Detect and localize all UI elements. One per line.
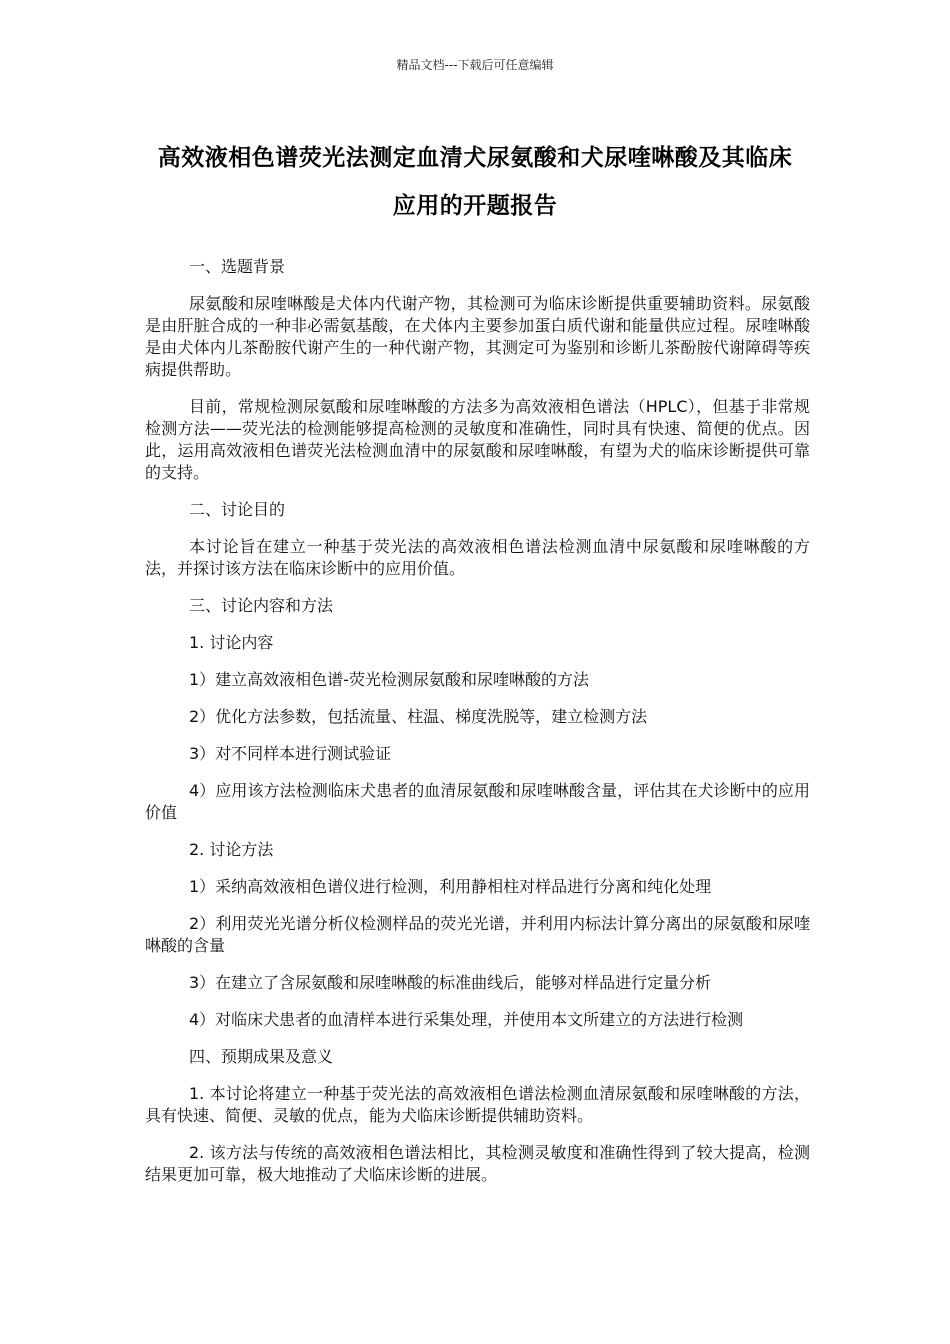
list-item: 1）采纳高效液相色谱仪进行检测，利用静相柱对样品进行分离和纯化处理 [189, 877, 712, 896]
list-item: 3）对不同样本进行测试验证 [189, 744, 392, 763]
paragraph: 尿氨酸和尿喹啉酸是犬体内代谢产物，其检测可为临床诊断提供重要辅助资料。尿氨酸是由肝脏合成的一种非必需氨基酸，在犬体内主要参加蛋白质代谢和能量供应过程。尿喹啉酸是由犬体内儿茶酚胺代谢产生的一种代谢产物，其测定可为鉴别和诊断儿茶酚胺代谢障碍等疾病提供帮助。 [145, 294, 810, 379]
subsection-heading: 1. 讨论内容 [189, 633, 274, 652]
paragraph: 目前，常规检测尿氨酸和尿喹啉酸的方法多为高效液相色谱法（HPLC），但基于非常规检测方法——荧光法的检测能够提高检测的灵敏度和准确性，同时具有快速、简便的优点。因此，运用高效液相色谱荧光法检测血清中的尿氨酸和尿喹啉酸，有望为犬的临床诊断提供可靠的支持。 [145, 397, 810, 482]
section-heading-background: 一、选题背景 [189, 257, 286, 276]
section-heading-expected-results: 四、预期成果及意义 [189, 1047, 334, 1066]
document-title: 高效液相色谱荧光法测定血清犬尿氨酸和犬尿喹啉酸及其临床应用的开题报告 [157, 145, 793, 219]
list-item: 2）优化方法参数，包括流量、柱温、梯度洗脱等，建立检测方法 [189, 707, 648, 726]
section-heading-content-methods: 三、讨论内容和方法 [189, 596, 334, 615]
document-body [145, 256, 810, 1201]
subsection-heading: 2. 讨论方法 [189, 840, 274, 859]
list-item: 2. 该方法与传统的高效液相色谱法相比，其检测灵敏度和准确性得到了较大提高，检测结果更加可靠，极大地推动了犬临床诊断的进展。 [145, 1143, 810, 1184]
list-item: 4）对临床犬患者的血清样本进行采集处理，并使用本文所建立的方法进行检测 [189, 1010, 744, 1029]
list-item: 4）应用该方法检测临床犬患者的血清尿氨酸和尿喹啉酸含量，评估其在犬诊断中的应用价值 [145, 781, 810, 822]
paragraph: 本讨论旨在建立一种基于荧光法的高效液相色谱法检测血清中尿氨酸和尿喹啉酸的方法，并探讨该方法在临床诊断中的应用价值。 [145, 537, 810, 578]
section-heading-purpose: 二、讨论目的 [189, 500, 286, 519]
list-item: 1）建立高效液相色谱-荧光检测尿氨酸和尿喹啉酸的方法 [189, 670, 589, 689]
list-item: 1. 本讨论将建立一种基于荧光法的高效液相色谱法检测血清尿氨酸和尿喹啉酸的方法，具有快速、简便、灵敏的优点，能为犬临床诊断提供辅助资料。 [145, 1084, 810, 1125]
page-header-note: 精品文档---下载后可任意编辑 [396, 58, 554, 72]
list-item: 3）在建立了含尿氨酸和尿喹啉酸的标准曲线后，能够对样品进行定量分析 [189, 973, 712, 992]
list-item: 2）利用荧光光谱分析仪检测样品的荧光光谱，并利用内标法计算分离出的尿氨酸和尿喹啉酸的含量 [145, 914, 810, 955]
